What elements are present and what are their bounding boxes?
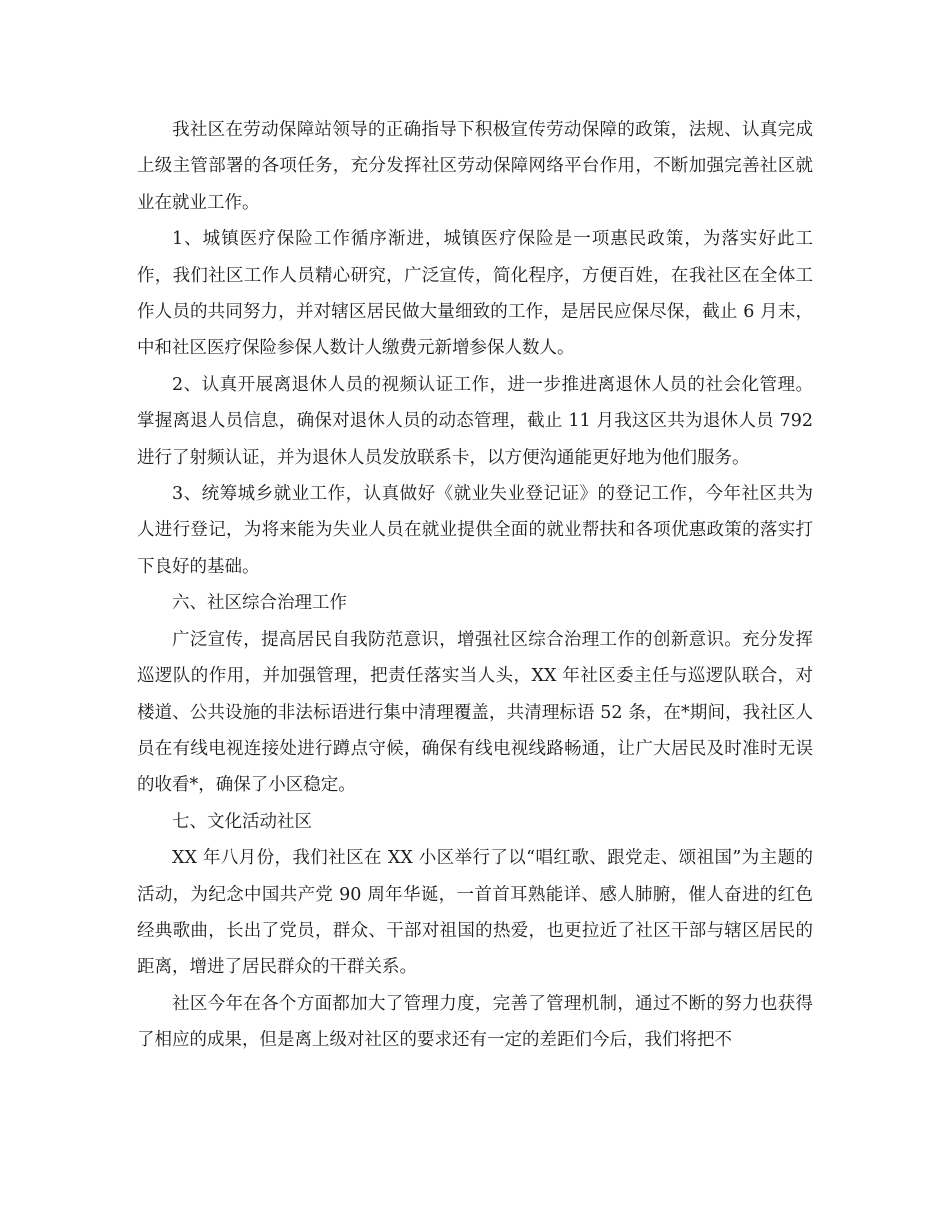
paragraph-employment-registration: 3、统筹城乡就业工作，认真做好《就业失业登记证》的登记工作，今年社区共为人进行登记，为将来能为失业人员在就业提供全面的就业帮扶和各项优惠政策的落实打下良好的基础。: [137, 484, 813, 577]
section-heading-cultural-activities: 七、文化活动社区: [172, 811, 312, 832]
paragraph-medical-insurance: 1、城镇医疗保险工作循序渐进，城镇医疗保险是一项惠民政策，为落实好此工作，我们社区工作人员精心研究，广泛宣传，简化程序，方便百姓，在我社区在全体工作人员的共同努力，并对辖区居民做大量细致的工作，是居民应保尽保，截止 6 月末，中和社区医疗保险参保人数计人缴费元新增参保人数人。: [137, 229, 813, 359]
paragraph-governance: 广泛宣传，提高居民自我防范意识，增强社区综合治理工作的创新意识。充分发挥巡逻队的作用，并加强管理，把责任落实当人头，XX 年社区委主任与巡逻队联合，对楼道、公共设施的非法标语进行集中清理覆盖，共清理标语 52 条，在*期间，我社区人员在有线电视连接处进行蹲点守候，确保有线电视线路畅通，让广大居民及时准时无误的收看*，确保了小区稳定。: [137, 629, 813, 796]
paragraph-cultural-activities: XX 年八月份，我们社区在 XX 小区举行了以“唱红歌、跟党走、颂祖国”为主题的活动，为纪念中国共产党 90 周年华诞，一首首耳熟能详、感人肺腑，催人奋进的红色经典歌曲，长出了党员，群众、干部对祖国的热爱，也更拉近了社区干部与辖区居民的距离，增进了居民群众的干群关系。: [137, 848, 813, 978]
section-heading-comprehensive-governance: 六、社区综合治理工作: [172, 593, 347, 614]
document-body: [137, 112, 813, 1059]
paragraph-intro: 我社区在劳动保障站领导的正确指导下积极宣传劳动保障的政策，法规、认真完成上级主管部署的各项任务，充分发挥社区劳动保障网络平台作用，不断加强完善社区就业在就业工作。: [137, 120, 813, 213]
paragraph-retiree-certification: 2、认真开展离退休人员的视频认证工作，进一步推进离退休人员的社会化管理。掌握离退人员信息，确保对退休人员的动态管理，截止 11 月我这区共为退休人员 792 进行了射频认证，并为退休人员发放联系卡，以方便沟通能更好地为他们服务。: [137, 374, 813, 468]
paragraph-summary: 社区今年在各个方面都加大了管理力度，完善了管理机制，通过不断的努力也获得了相应的成果，但是离上级对社区的要求还有一定的差距们今后，我们将把不: [137, 993, 813, 1051]
